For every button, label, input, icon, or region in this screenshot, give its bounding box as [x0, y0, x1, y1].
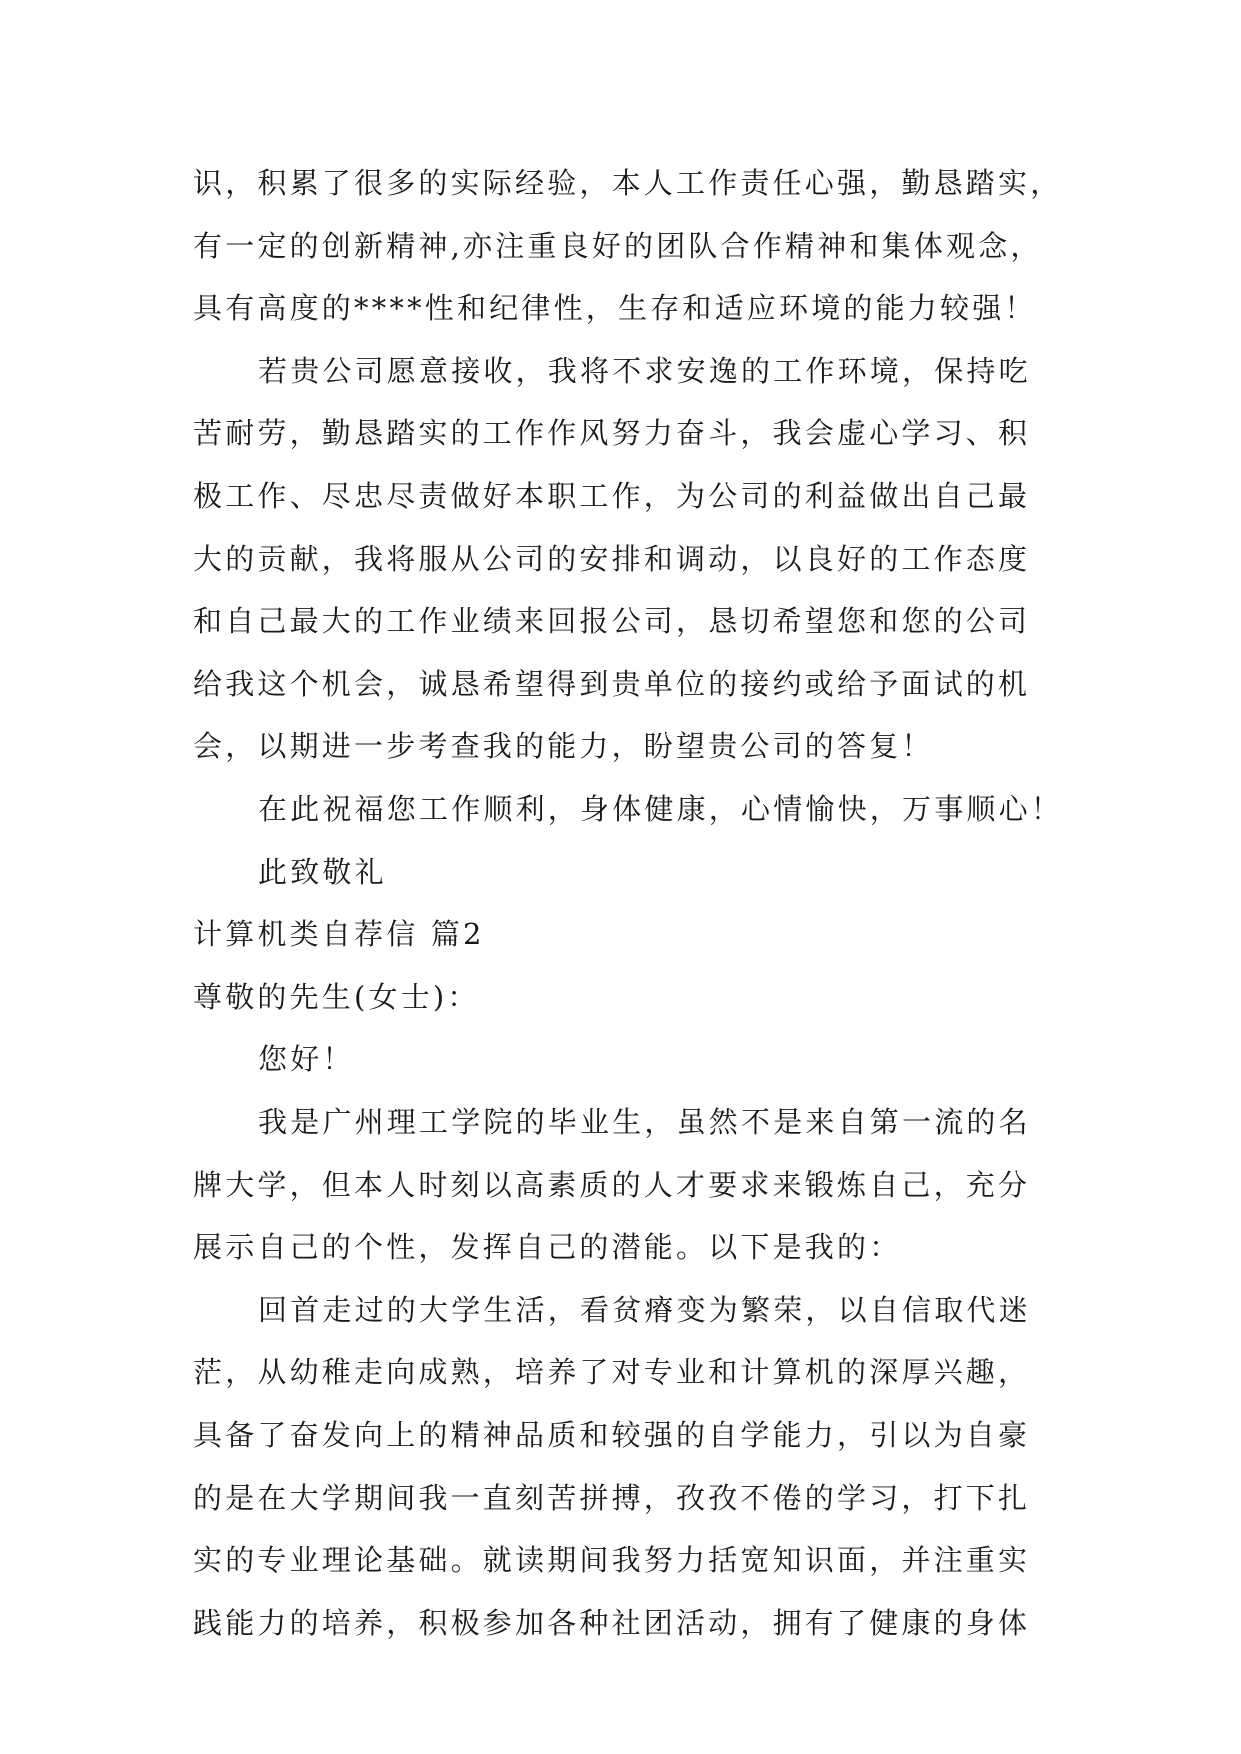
paragraph-line: 践能力的培养，积极参加各种社团活动，拥有了健康的身体	[193, 1606, 1031, 1640]
paragraph-line: 实的专业理论基础。就读期间我努力括宽知识面，并注重实	[193, 1543, 1031, 1577]
paragraph-line: 我是广州理工学院的毕业生，虽然不是来自第一流的名	[258, 1105, 1031, 1139]
paragraph-line: 具有高度的****性和纪律性，生存和适应环境的能力较强！	[193, 291, 1037, 325]
paragraph-line: 若贵公司愿意接收，我将不求安逸的工作环境，保持吃	[258, 354, 1031, 388]
paragraph-line: 茫，从幼稚走向成熟，培养了对专业和计算机的深厚兴趣，	[193, 1355, 1031, 1389]
paragraph-line: 会，以期进一步考查我的能力，盼望贵公司的答复！	[193, 729, 934, 763]
greeting: 尊敬的先生(女士)：	[193, 980, 480, 1014]
paragraph-line: 有一定的创新精神,亦注重良好的团队合作精神和集体观念，	[193, 229, 1043, 263]
paragraph-line: 牌大学，但本人时刻以高素质的人才要求来锻炼自己，充分	[193, 1168, 1031, 1202]
paragraph-line: 的是在大学期间我一直刻苦拼搏，孜孜不倦的学习，打下扎	[193, 1481, 1031, 1515]
paragraph-line: 和自己最大的工作业绩来回报公司，恳切希望您和您的公司	[193, 604, 1031, 638]
greeting-line: 您好！	[258, 1042, 355, 1076]
paragraph-line: 大的贡献，我将服从公司的安排和调动，以良好的工作态度	[193, 542, 1031, 576]
paragraph-line: 具备了奋发向上的精神品质和较强的自学能力，引以为自豪	[193, 1418, 1031, 1452]
section-heading: 计算机类自荐信 篇2	[193, 917, 485, 951]
paragraph-line: 识，积累了很多的实际经验，本人工作责任心强，勤恳踏实，	[193, 166, 1063, 200]
paragraph-line: 苦耐劳，勤恳踏实的工作作风努力奋斗，我会虚心学习、积	[193, 416, 1031, 450]
paragraph-line: 展示自己的个性，发挥自己的潜能。以下是我的：	[193, 1230, 902, 1264]
paragraph-line: 给我这个机会，诚恳希望得到贵单位的接约或给予面试的机	[193, 667, 1031, 701]
paragraph-line: 极工作、尽忠尽责做好本职工作，为公司的利益做出自己最	[193, 479, 1031, 513]
closing-salutation: 此致敬礼	[258, 855, 387, 889]
paragraph-line: 回首走过的大学生活，看贫瘠变为繁荣，以自信取代迷	[258, 1293, 1031, 1327]
paragraph-line: 在此祝福您工作顺利，身体健康，心情愉快，万事顺心！	[258, 792, 1064, 826]
